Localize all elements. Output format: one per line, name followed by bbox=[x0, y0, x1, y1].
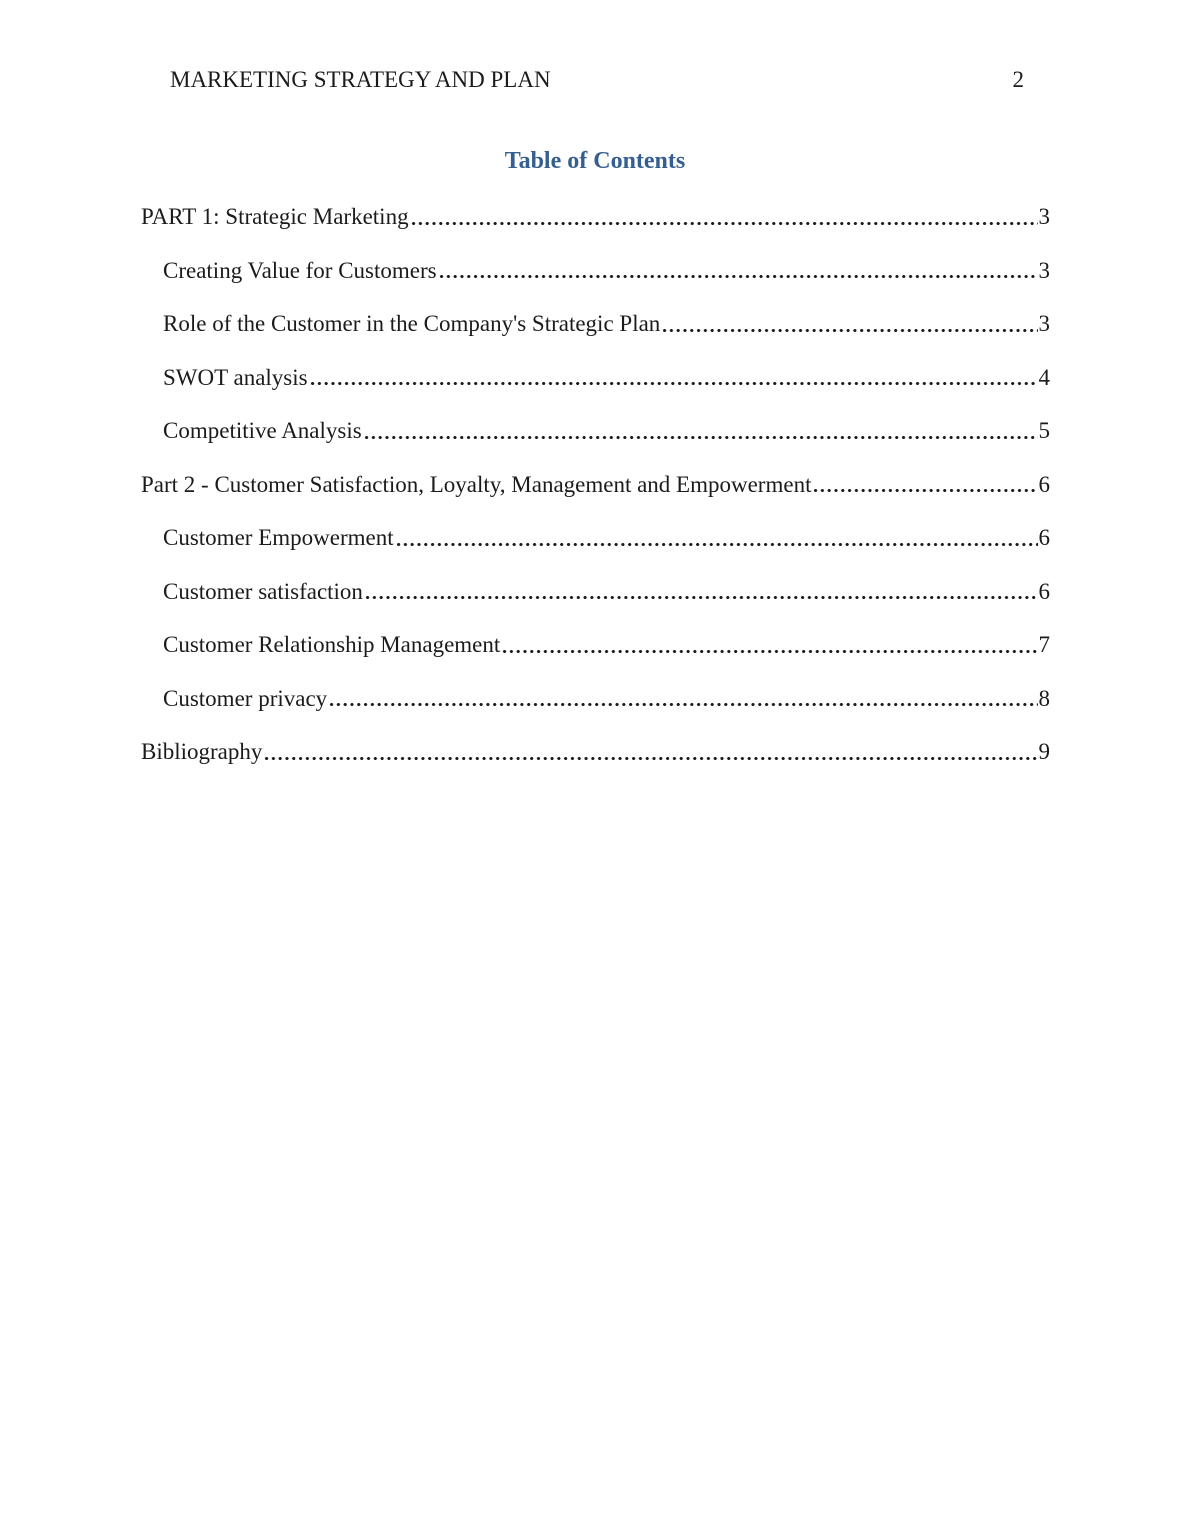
toc-entry-label: Creating Value for Customers bbox=[163, 257, 437, 283]
toc-entry-page: 6 bbox=[1038, 471, 1050, 497]
toc-entry-page: 3 bbox=[1038, 257, 1050, 283]
toc-entry-label: Role of the Customer in the Company's Strategic Plan bbox=[163, 311, 661, 336]
toc-entry-page: 5 bbox=[1038, 418, 1050, 443]
toc-entry bbox=[141, 740, 1050, 763]
toc-entry-label: Part 2 - Customer Satisfaction, Loyalty, Management and Empowerment bbox=[141, 471, 812, 497]
toc-entry bbox=[141, 312, 1050, 335]
running-head bbox=[170, 68, 1024, 91]
dot-leader bbox=[264, 740, 1037, 763]
dot-leader bbox=[365, 580, 1038, 603]
toc-entry-page: 9 bbox=[1038, 739, 1050, 764]
toc-entry-page: 3 bbox=[1038, 311, 1050, 336]
toc-entry-label: SWOT analysis bbox=[163, 364, 308, 390]
dot-leader bbox=[662, 312, 1037, 335]
toc-entry-label: Competitive Analysis bbox=[163, 418, 362, 443]
dot-leader bbox=[364, 419, 1038, 442]
dot-leader bbox=[329, 687, 1037, 710]
toc-entry-label: Customer privacy bbox=[163, 685, 328, 711]
dot-leader bbox=[439, 259, 1038, 282]
toc-entry bbox=[141, 419, 1050, 442]
toc-entry-page: 6 bbox=[1038, 525, 1050, 550]
dot-leader bbox=[396, 526, 1038, 549]
toc-entry-label: PART 1: Strategic Marketing bbox=[141, 204, 409, 229]
dot-leader bbox=[502, 633, 1037, 656]
toc-entry-page: 7 bbox=[1038, 632, 1050, 657]
toc-entry-label: Customer satisfaction bbox=[163, 578, 363, 604]
toc-entry-label: Customer Empowerment bbox=[163, 525, 394, 550]
table-of-contents bbox=[141, 205, 1050, 763]
toc-entry-page: 3 bbox=[1038, 204, 1050, 229]
toc-entry-page: 4 bbox=[1038, 364, 1050, 390]
toc-title: Table of Contents bbox=[504, 148, 686, 174]
dot-leader bbox=[411, 205, 1038, 228]
toc-entry-label: Bibliography bbox=[141, 739, 263, 764]
toc-entry-label: Customer Relationship Management bbox=[163, 632, 501, 657]
running-head-title: MARKETING STRATEGY AND PLAN bbox=[170, 67, 551, 92]
toc-entry-page: 6 bbox=[1038, 578, 1050, 604]
toc-entry bbox=[141, 205, 1050, 228]
toc-entry bbox=[141, 526, 1050, 549]
toc-entry bbox=[141, 259, 1050, 282]
toc-entry bbox=[141, 687, 1050, 710]
toc-entry bbox=[141, 366, 1050, 389]
dot-leader bbox=[310, 366, 1038, 389]
toc-entry bbox=[141, 580, 1050, 603]
toc-entry bbox=[141, 473, 1050, 496]
page-number: 2 bbox=[1012, 67, 1024, 92]
toc-entry-page: 8 bbox=[1038, 685, 1050, 711]
toc-entry bbox=[141, 633, 1050, 656]
dot-leader bbox=[813, 473, 1037, 496]
